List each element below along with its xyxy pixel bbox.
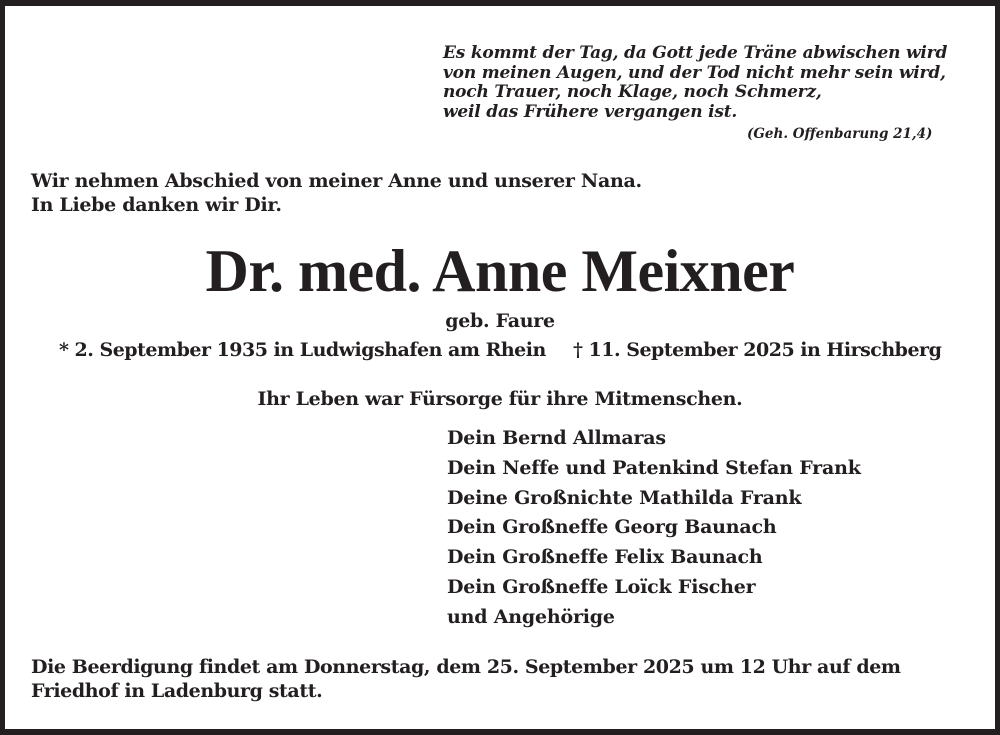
bible-quote (443, 44, 947, 122)
funeral-line: Die Beerdigung findet am Donnerstag, dem 25. September 2025 um 12 Uhr auf dem (31, 656, 901, 678)
quote-line: Es kommt der Tag, da Gott jede Träne abwischen wird (443, 43, 948, 63)
list-item: und Angehörige (447, 605, 615, 628)
list-item: Deine Großnichte Mathilda Frank (447, 486, 802, 509)
farewell-intro (31, 169, 642, 217)
death-date-place: † 11. September 2025 in Hirschberg (573, 339, 942, 361)
list-item: Dein Großneffe Loïck Fischer (447, 575, 756, 598)
quote-line: noch Trauer, noch Klage, noch Schmerz, (443, 82, 822, 102)
obituary-notice (5, 6, 995, 729)
life-motto: Ihr Leben war Fürsorge für ihre Mitmenschen. (257, 388, 743, 410)
list-item: Dein Großneffe Georg Baunach (447, 516, 777, 539)
quote-source: (Geh. Offenbarung 21,4) (747, 126, 933, 142)
funeral-line: Friedhof in Ladenburg statt. (31, 680, 323, 702)
list-item: Dein Bernd Allmaras (447, 427, 666, 449)
birth-date-place: * 2. September 1935 in Ludwigshafen am Rhein (59, 339, 546, 361)
mourners-list (447, 424, 861, 633)
intro-line: Wir nehmen Abschied von meiner Anne und unserer Nana. (31, 170, 642, 192)
deceased-name: Dr. med. Anne Meixner (205, 238, 795, 304)
quote-line: von meinen Augen, und der Tod nicht mehr sein wird, (443, 62, 946, 83)
maiden-name: geb. Faure (445, 310, 555, 332)
list-item: Dein Neffe und Patenkind Stefan Frank (447, 456, 861, 479)
quote-line: weil das Frühere vergangen ist. (443, 101, 738, 122)
list-item: Dein Großneffe Felix Baunach (447, 546, 763, 569)
intro-line: In Liebe danken wir Dir. (31, 194, 282, 216)
funeral-info (31, 655, 901, 703)
